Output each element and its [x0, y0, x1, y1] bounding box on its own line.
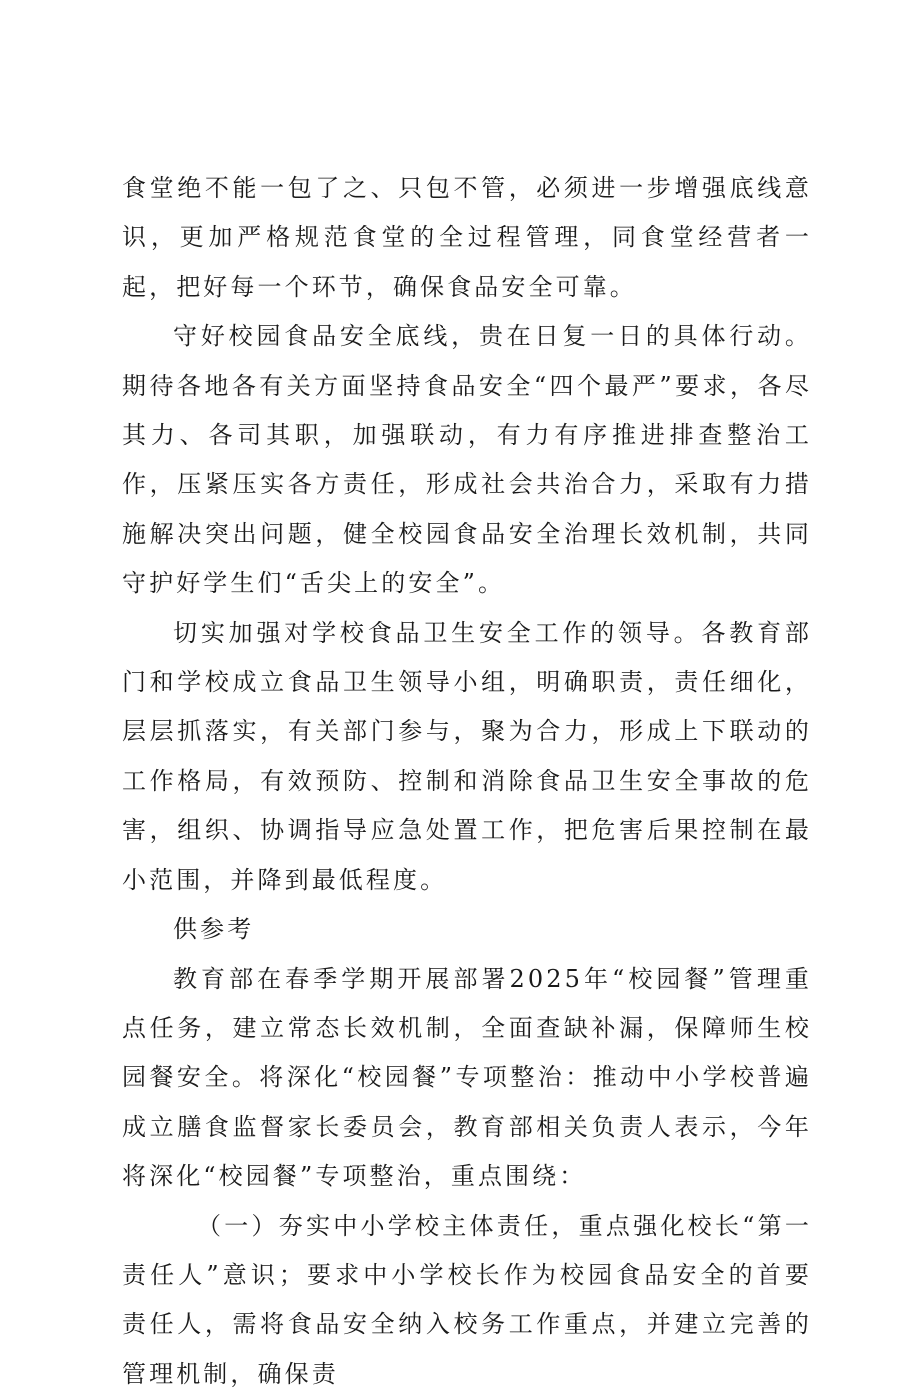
paragraph-item-one: （一）夯实中小学校主体责任，重点强化校长“第一责任人”意识；要求中小学校长作为校园食品安全的首要责任人，需将食品安全纳入校务工作重点，并建立完善的管理机制，确保责	[122, 1211, 812, 1388]
paragraph-food-safety-bottom-line: 守好校园食品安全底线，贵在日复一日的具体行动。期待各地各有关方面坚持食品安全“四个最严”要求，各尽其力、各司其职，加强联动，有力有序推进排查整治工作，压紧压实各方责任，形成社会共治合力，采取有力措施解决突出问题，健全校园食品安全治理长效机制，共同守护好学生们“舌尖上的安全”。	[122, 322, 812, 598]
paragraph-ministry-tasks: 教育部在春季学期开展部署2025年“校园餐”管理重点任务，建立常态长效机制，全面查缺补漏，保障师生校园餐安全。将深化“校园餐”专项整治：推动中小学校普遍成立膳食监督家长委员会，教育部相关负责人表示，今年将深化“校园餐”专项整治，重点围绕：	[122, 964, 812, 1191]
paragraph-for-reference: 供参考	[173, 915, 255, 944]
paragraph-school-leadership: 切实加强对学校食品卫生安全工作的领导。各教育部门和学校成立食品卫生领导小组，明确职责，责任细化，层层抓落实，有关部门参与，聚为合力，形成上下联动的工作格局，有效预防、控制和消除食品卫生安全事故的危害，组织、协调指导应急处置工作，把危害后果控制在最小范围，并降到最低程度。	[122, 618, 812, 894]
document-body	[122, 164, 812, 1399]
paragraph-continuation: 食堂绝不能一包了之、只包不管，必须进一步增强底线意识，更加严格规范食堂的全过程管理，同食堂经营者一起，把好每一个环节，确保食品安全可靠。	[122, 174, 812, 301]
